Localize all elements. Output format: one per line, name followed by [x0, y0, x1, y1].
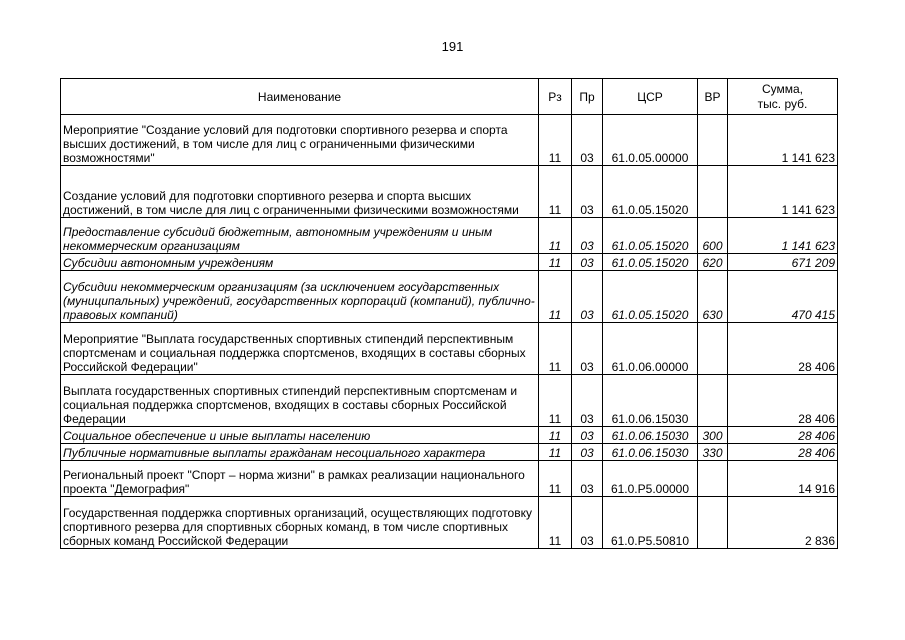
table-row	[61, 115, 838, 166]
row-pr: 03	[572, 271, 603, 323]
row-vr: 630	[698, 271, 728, 323]
row-vr: 620	[698, 254, 728, 271]
row-pr: 03	[572, 497, 603, 549]
row-csr: 61.0.05.15020	[603, 271, 698, 323]
row-sum: 671 209	[728, 254, 838, 271]
row-csr: 61.0.06.15030	[603, 375, 698, 427]
row-vr	[698, 115, 728, 166]
row-csr: 61.0.P5.50810	[603, 497, 698, 549]
header-vr: ВР	[698, 79, 728, 115]
row-csr: 61.0.P5.00000	[603, 461, 698, 497]
row-rz: 11	[539, 375, 572, 427]
budget-table	[60, 78, 838, 549]
row-rz: 11	[539, 166, 572, 218]
row-vr	[698, 497, 728, 549]
row-rz: 11	[539, 254, 572, 271]
row-sum: 14 916	[728, 461, 838, 497]
row-sum: 28 406	[728, 375, 838, 427]
row-rz: 11	[539, 461, 572, 497]
row-name: Социальное обеспечение и иные выплаты населению	[61, 427, 539, 444]
row-pr: 03	[572, 115, 603, 166]
row-csr: 61.0.05.00000	[603, 115, 698, 166]
row-pr: 03	[572, 323, 603, 375]
row-rz: 11	[539, 115, 572, 166]
table-row	[61, 497, 838, 549]
row-rz: 11	[539, 444, 572, 461]
row-name: Субсидии некоммерческим организациям (за исключением государственных (муниципальных) учреждений, государственных корпораций (компаний), публично-правовых компаний)	[61, 271, 539, 323]
header-pr: Пр	[572, 79, 603, 115]
row-vr	[698, 375, 728, 427]
table-row	[61, 271, 838, 323]
row-pr: 03	[572, 166, 603, 218]
header-rz: Рз	[539, 79, 572, 115]
row-rz: 11	[539, 323, 572, 375]
row-vr	[698, 166, 728, 218]
table-row	[61, 444, 838, 461]
row-vr	[698, 323, 728, 375]
header-csr: ЦСР	[603, 79, 698, 115]
row-name: Создание условий для подготовки спортивного резерва и спорта высших достижений, в том числе для лиц с ограниченными физическими возможностями	[61, 166, 539, 218]
row-name: Государственная поддержка спортивных организаций, осуществляющих подготовку спортивного резерва для спортивных сборных команд, в том числе спортивных сборных команд Российской Федерации	[61, 497, 539, 549]
row-pr: 03	[572, 218, 603, 254]
table-header-row	[61, 79, 838, 115]
table-row	[61, 254, 838, 271]
table-row	[61, 427, 838, 444]
row-vr: 300	[698, 427, 728, 444]
row-name: Выплата государственных спортивных стипендий перспективным спортсменам и социальная поддержка спортсменов, входящих в составы сборных Российской Федерации	[61, 375, 539, 427]
row-rz: 11	[539, 271, 572, 323]
row-csr: 61.0.06.00000	[603, 323, 698, 375]
row-name: Предоставление субсидий бюджетным, автономным учреждениям и иным некоммерческим организациям	[61, 218, 539, 254]
row-sum: 28 406	[728, 444, 838, 461]
header-name: Наименование	[61, 79, 539, 115]
row-pr: 03	[572, 254, 603, 271]
row-name: Региональный проект "Спорт – норма жизни" в рамках реализации национального проекта "Демография"	[61, 461, 539, 497]
table-row	[61, 218, 838, 254]
row-vr: 600	[698, 218, 728, 254]
table-row	[61, 375, 838, 427]
row-csr: 61.0.05.15020	[603, 166, 698, 218]
row-vr: 330	[698, 444, 728, 461]
row-vr	[698, 461, 728, 497]
row-sum: 28 406	[728, 427, 838, 444]
row-sum: 1 141 623	[728, 166, 838, 218]
row-sum: 1 141 623	[728, 218, 838, 254]
row-sum: 2 836	[728, 497, 838, 549]
header-sum: Сумма, тыс. руб.	[728, 79, 838, 115]
row-csr: 61.0.05.15020	[603, 254, 698, 271]
row-name: Мероприятие "Создание условий для подготовки спортивного резерва и спорта высших достижений, в том числе для лиц с ограниченными физическими возможностями"	[61, 115, 539, 166]
row-csr: 61.0.06.15030	[603, 427, 698, 444]
row-pr: 03	[572, 375, 603, 427]
row-name: Публичные нормативные выплаты гражданам несоциального характера	[61, 444, 539, 461]
row-pr: 03	[572, 427, 603, 444]
row-name: Мероприятие "Выплата государственных спортивных стипендий перспективным спортсменам и социальная поддержка спортсменов, входящих в составы сборных Российской Федерации"	[61, 323, 539, 375]
page-number: 191	[441, 39, 464, 54]
table-row	[61, 461, 838, 497]
row-sum: 1 141 623	[728, 115, 838, 166]
table-row	[61, 323, 838, 375]
row-pr: 03	[572, 461, 603, 497]
row-csr: 61.0.06.15030	[603, 444, 698, 461]
table-row	[61, 166, 838, 218]
row-rz: 11	[539, 218, 572, 254]
row-rz: 11	[539, 427, 572, 444]
row-sum: 28 406	[728, 323, 838, 375]
row-csr: 61.0.05.15020	[603, 218, 698, 254]
row-rz: 11	[539, 497, 572, 549]
row-name: Субсидии автономным учреждениям	[61, 254, 539, 271]
row-sum: 470 415	[728, 271, 838, 323]
row-pr: 03	[572, 444, 603, 461]
